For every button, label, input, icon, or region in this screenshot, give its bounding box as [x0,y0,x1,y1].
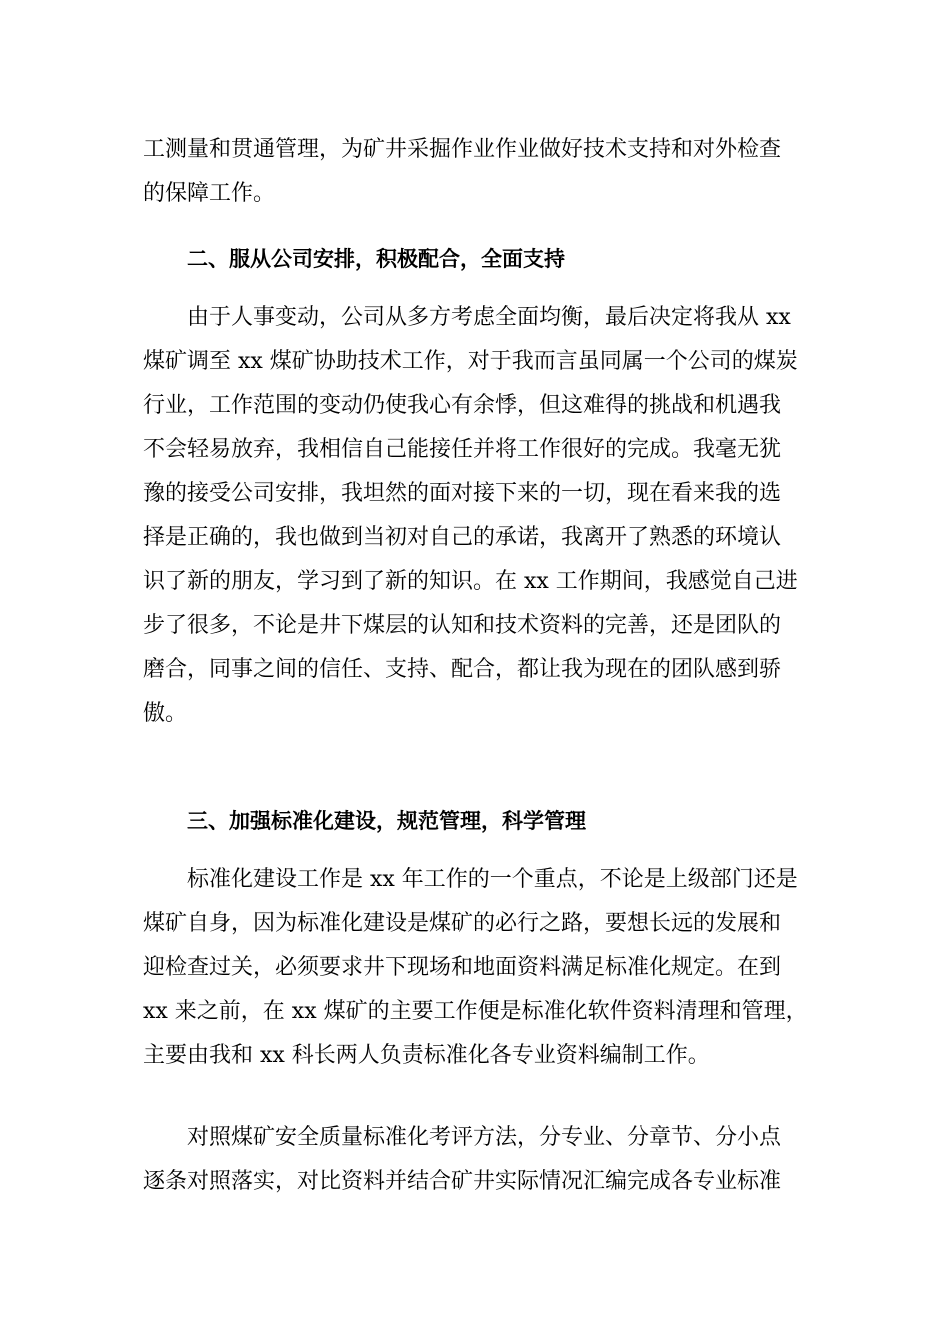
text-line: 行业，工作范围的变动仍使我心有余悸，但这难得的挑战和机遇我 [143,393,782,418]
text-line: 步了很多，不论是井下煤层的认知和技术资料的完善，还是团队的 [143,613,782,638]
text-line: 对照煤矿安全质量标准化考评方法，分专业、分章节、分小点 [187,1125,782,1150]
text-line: 主要由我和 xx 科长两人负责标准化各专业资料编制工作。 [143,1043,710,1068]
continuation-paragraph [143,128,807,216]
text-line: 豫的接受公司安排，我坦然的面对接下来的一切，现在看来我的选 [143,481,782,506]
text-line: 煤矿自身，因为标准化建设是煤矿的必行之路，要想长远的发展和 [143,911,782,936]
section-3-paragraph-1 [143,858,807,1078]
text-line: 逐条对照落实，对比资料并结合矿井实际情况汇编完成各专业标准 [143,1169,782,1194]
text-line: 识了新的朋友，学习到了新的知识。在 xx 工作期间，我感觉自己进 [143,569,798,594]
section-3-paragraph-2 [143,1116,807,1204]
section-heading-3: 三、加强标准化建设，规范管理，科学管理 [187,809,586,833]
section-2-paragraph [143,296,807,736]
text-line: 煤矿调至 xx 煤矿协助技术工作，对于我而言虽同属一个公司的煤炭 [143,349,798,374]
section-heading-2: 二、服从公司安排，积极配合，全面支持 [187,247,565,271]
text-line: 磨合，同事之间的信任、支持、配合，都让我为现在的团队感到骄 [143,657,782,682]
text-line: 的保障工作。 [143,181,276,206]
text-line: 择是正确的，我也做到当初对自己的承诺，我离开了熟悉的环境认 [143,525,782,550]
text-line: 标准化建设工作是 xx 年工作的一个重点，不论是上级部门还是 [187,867,798,892]
text-line: 不会轻易放弃，我相信自己能接任并将工作很好的完成。我毫无犹 [143,437,782,462]
text-line: 工测量和贯通管理，为矿井采掘作业作业做好技术支持和对外检查 [143,137,782,162]
text-line: 迎检查过关，必须要求井下现场和地面资料满足标准化规定。在到 [143,955,782,980]
text-line: 由于人事变动，公司从多方考虑全面均衡，最后决定将我从 xx [187,305,791,330]
text-line: 傲。 [143,701,188,726]
text-line: xx 来之前，在 xx 煤矿的主要工作便是标准化软件资料清理和管理， [143,999,808,1024]
